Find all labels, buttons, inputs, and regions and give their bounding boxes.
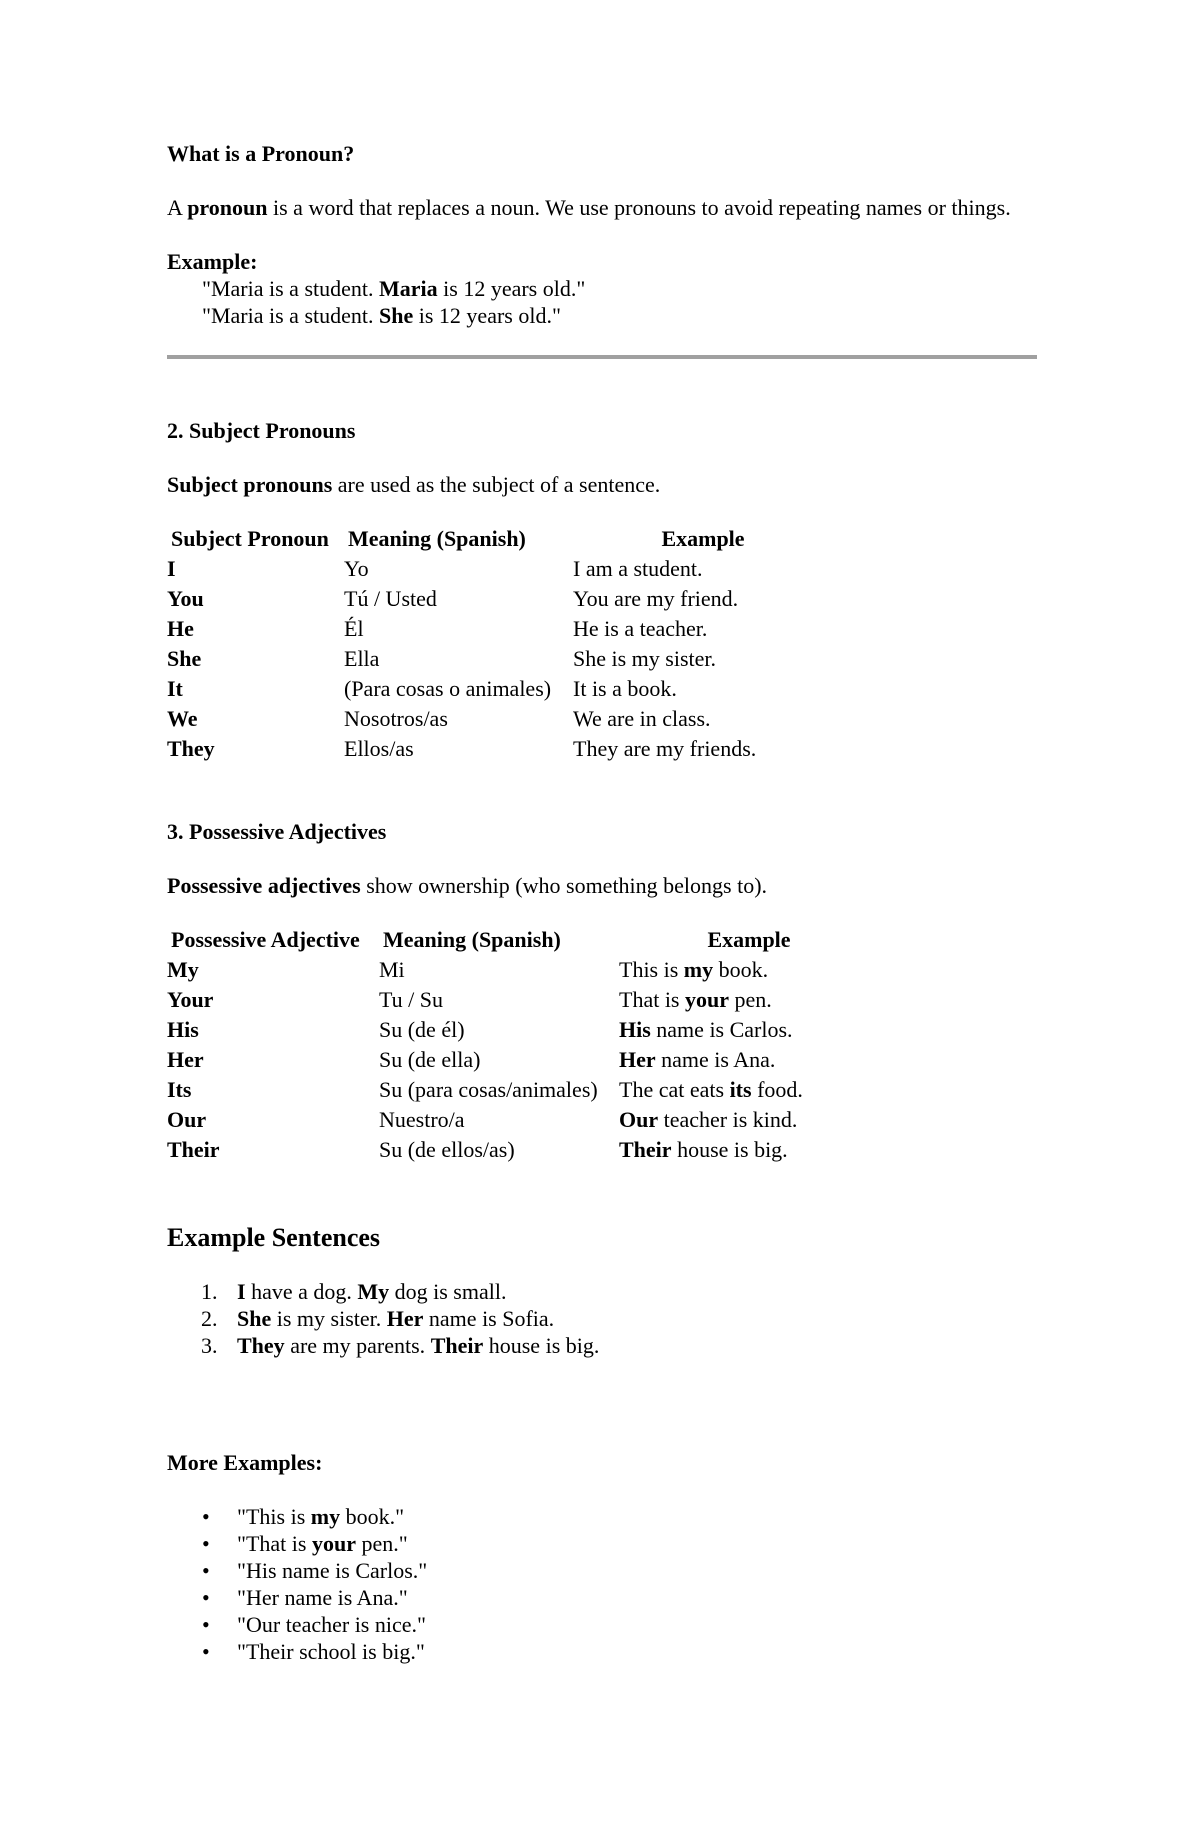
adjective-cell: Their <box>167 1137 220 1162</box>
example-sentences-title: Example Sentences <box>167 1223 381 1252</box>
list-item <box>167 1584 1037 1611</box>
example-line-2 <box>167 302 1037 329</box>
document-page <box>167 140 1037 1665</box>
item-post: book." <box>340 1504 405 1529</box>
example-cell: It is a book. <box>573 676 677 701</box>
pronoun-cell: I <box>167 556 176 581</box>
meaning-cell: Su (de ella) <box>379 1047 481 1072</box>
item-bold: my <box>310 1504 341 1529</box>
adjective-cell: His <box>167 1017 199 1042</box>
table-header: Possessive Adjective <box>171 927 360 952</box>
pronoun-cell: He <box>167 616 194 641</box>
table-header: Subject Pronoun <box>171 526 329 551</box>
table-row <box>167 1076 879 1106</box>
example-cell: I am a student. <box>573 556 703 581</box>
bullet-icon: • <box>202 1612 210 1637</box>
list-item <box>167 1638 1037 1665</box>
meaning-cell: Su (de él) <box>379 1017 465 1042</box>
meaning-cell: Yo <box>344 556 369 581</box>
more-examples-list <box>167 1503 1037 1665</box>
possessive-desc-rest: show ownership (who something belongs to). <box>360 873 768 898</box>
possessive-section-description <box>167 872 1037 899</box>
list-item <box>167 1557 1037 1584</box>
possessive-adjectives-table <box>167 926 879 1166</box>
example-post: teacher is kind. <box>658 1107 798 1132</box>
example-cell <box>619 1106 879 1136</box>
example-pre: This is <box>619 957 684 982</box>
item-pre: "His name is Carlos." <box>237 1558 428 1583</box>
meaning-cell: Nuestro/a <box>379 1107 465 1132</box>
example-bold: Their <box>619 1137 672 1162</box>
table-header-row <box>167 525 833 555</box>
example-bold: His <box>619 1017 651 1042</box>
example-post: name is Ana. <box>655 1047 776 1072</box>
example-sentences-list <box>167 1278 1037 1359</box>
sentence-text-1: is my sister. <box>271 1306 387 1331</box>
meaning-cell: Su (de ellos/as) <box>379 1137 515 1162</box>
list-item <box>167 1530 1037 1557</box>
example-cell <box>619 1046 879 1076</box>
pronoun-cell: They <box>167 736 215 761</box>
meaning-cell: (Para cosas o animales) <box>344 676 552 701</box>
definition-text-post: is a word that replaces a noun. We use pronouns to avoid repeating names or things. <box>267 195 1011 220</box>
table-row <box>167 645 833 675</box>
example-cell <box>619 1016 879 1046</box>
sentence-bold-2: Their <box>430 1333 484 1358</box>
table-row <box>167 1046 879 1076</box>
table-row <box>167 585 833 615</box>
subject-section-title: 2. Subject Pronouns <box>167 418 356 443</box>
example-cell: He is a teacher. <box>573 616 708 641</box>
bullet-icon: • <box>202 1531 210 1556</box>
example-bold: my <box>683 957 714 982</box>
pronoun-cell: She <box>167 646 202 671</box>
example-post: food. <box>751 1077 803 1102</box>
item-pre: "That is <box>237 1531 312 1556</box>
example-line-2-bold: She <box>379 303 414 328</box>
pronoun-cell: We <box>167 706 198 731</box>
example-bold: its <box>729 1077 752 1102</box>
item-bold: your <box>311 1531 356 1556</box>
example-line-1-pre: "Maria is a student. <box>202 276 379 301</box>
example-pre: That is <box>619 987 685 1012</box>
item-post: pen." <box>355 1531 408 1556</box>
table-row <box>167 986 879 1016</box>
adjective-cell: Its <box>167 1077 192 1102</box>
example-post: name is Carlos. <box>650 1017 793 1042</box>
example-cell <box>619 956 879 986</box>
list-item <box>167 1278 1037 1305</box>
table-header: Meaning (Spanish) <box>383 927 561 952</box>
example-bold: Our <box>619 1107 659 1132</box>
possessive-section-title: 3. Possessive Adjectives <box>167 819 387 844</box>
pronoun-cell: You <box>167 586 204 611</box>
table-header: Meaning (Spanish) <box>348 526 526 551</box>
subject-pronouns-table <box>167 525 833 765</box>
example-line-1 <box>167 275 1037 302</box>
table-row <box>167 615 833 645</box>
meaning-cell: Ella <box>344 646 380 671</box>
list-number: 1. <box>201 1279 218 1304</box>
adjective-cell: Your <box>167 987 214 1012</box>
example-line-2-pre: "Maria is a student. <box>202 303 379 328</box>
sentence-bold-1: They <box>237 1333 285 1358</box>
sentence-text-2: name is Sofia. <box>423 1306 555 1331</box>
sentence-text-2: house is big. <box>483 1333 600 1358</box>
example-line-1-post: is 12 years old." <box>437 276 586 301</box>
example-cell <box>619 986 879 1016</box>
list-item <box>167 1503 1037 1530</box>
adjective-cell: Our <box>167 1107 207 1132</box>
list-item <box>167 1611 1037 1638</box>
table-header: Example <box>661 526 745 551</box>
bullet-icon: • <box>202 1585 210 1610</box>
example-line-2-post: is 12 years old." <box>413 303 561 328</box>
table-row <box>167 675 833 705</box>
list-item <box>167 1305 1037 1332</box>
sentence-text-1: are my parents. <box>284 1333 431 1358</box>
meaning-cell: Nosotros/as <box>344 706 448 731</box>
example-bold: your <box>685 987 729 1012</box>
example-line-1-bold: Maria <box>379 276 438 301</box>
table-row <box>167 1016 879 1046</box>
adjective-cell: Her <box>167 1047 204 1072</box>
subject-section-description <box>167 471 1037 498</box>
meaning-cell: Él <box>344 616 364 641</box>
table-row <box>167 1106 879 1136</box>
table-row <box>167 735 833 765</box>
table-header: Example <box>707 927 791 952</box>
adjective-cell: My <box>167 957 199 982</box>
table-header-row <box>167 926 879 956</box>
example-cell <box>619 1136 879 1166</box>
meaning-cell: Ellos/as <box>344 736 414 761</box>
subject-desc-rest: are used as the subject of a sentence. <box>332 472 661 497</box>
item-pre: "Their school is big." <box>237 1639 425 1664</box>
possessive-desc-bold: Possessive adjectives <box>167 873 361 898</box>
sentence-bold-2: Her <box>386 1306 424 1331</box>
definition-keyword: pronoun <box>187 195 268 220</box>
item-pre: "Her name is Ana." <box>237 1585 408 1610</box>
example-post: pen. <box>729 987 772 1012</box>
definition-text-pre: A <box>167 195 188 220</box>
table-row <box>167 1136 879 1166</box>
table-row <box>167 956 879 986</box>
bullet-icon: • <box>202 1639 210 1664</box>
meaning-cell: Tú / Usted <box>344 586 437 611</box>
example-post: house is big. <box>671 1137 788 1162</box>
example-label: Example: <box>167 249 258 274</box>
table-row <box>167 555 833 585</box>
example-bold: Her <box>619 1047 656 1072</box>
example-post: book. <box>713 957 769 982</box>
sentence-bold-1: She <box>237 1306 272 1331</box>
meaning-cell: Su (para cosas/animales) <box>379 1077 598 1102</box>
example-cell: We are in class. <box>573 706 711 731</box>
subject-desc-bold: Subject pronouns <box>167 472 333 497</box>
sentence-bold-1: I <box>237 1279 246 1304</box>
item-pre: "Our teacher is nice." <box>237 1612 426 1637</box>
example-cell: They are my friends. <box>573 736 757 761</box>
bullet-icon: • <box>202 1558 210 1583</box>
example-cell: You are my friend. <box>573 586 739 611</box>
example-cell: She is my sister. <box>573 646 717 671</box>
item-pre: "This is <box>237 1504 311 1529</box>
list-item <box>167 1332 1037 1359</box>
intro-definition <box>167 194 1037 221</box>
more-examples-title: More Examples: <box>167 1450 323 1475</box>
meaning-cell: Mi <box>379 957 405 982</box>
list-number: 2. <box>201 1306 218 1331</box>
example-cell <box>619 1076 879 1106</box>
bullet-icon: • <box>202 1504 210 1529</box>
list-number: 3. <box>201 1333 218 1358</box>
sentence-text-1: have a dog. <box>245 1279 358 1304</box>
example-pre: The cat eats <box>619 1077 730 1102</box>
table-row <box>167 705 833 735</box>
sentence-bold-2: My <box>357 1279 390 1304</box>
intro-title: What is a Pronoun? <box>167 141 355 166</box>
pronoun-cell: It <box>167 676 183 701</box>
sentence-text-2: dog is small. <box>389 1279 507 1304</box>
horizontal-divider <box>167 355 1037 359</box>
meaning-cell: Tu / Su <box>379 987 444 1012</box>
